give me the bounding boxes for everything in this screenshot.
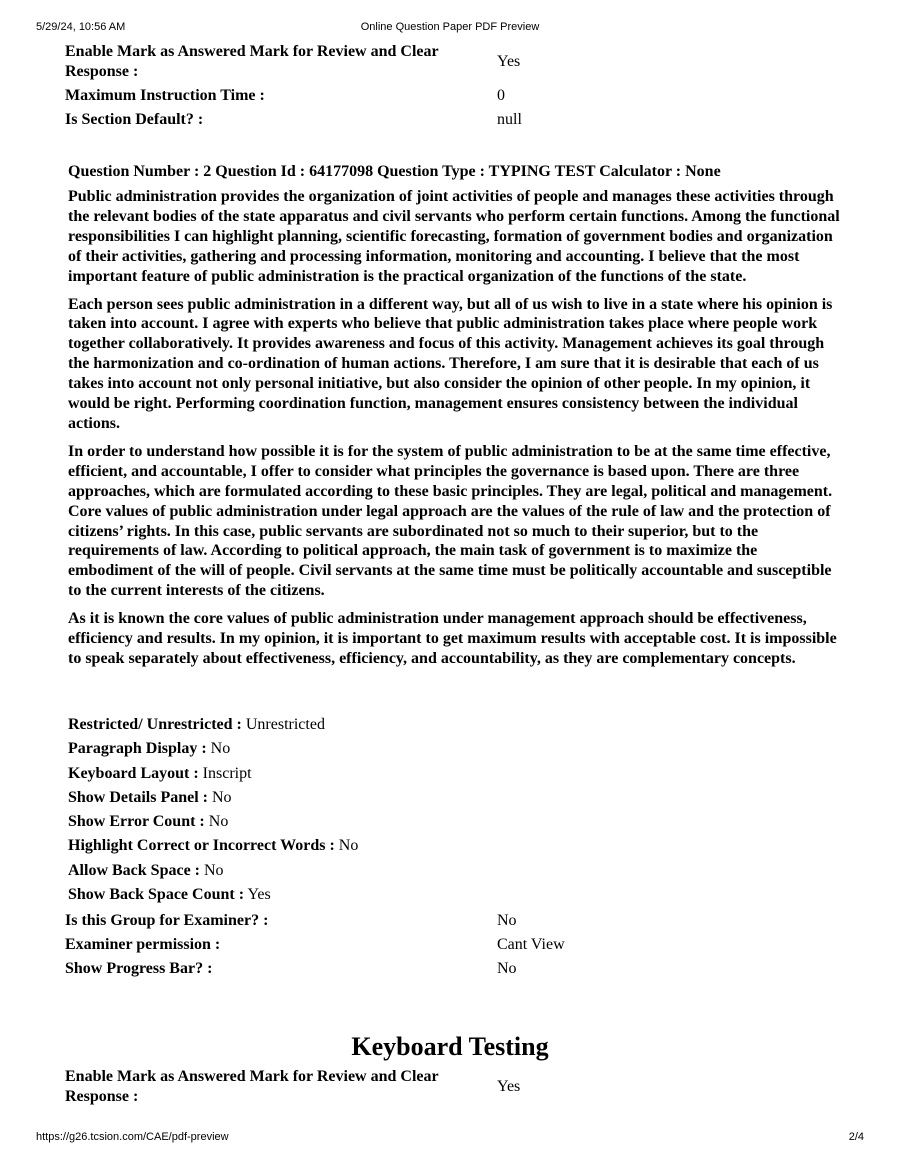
option-allow-backspace: Allow Back Space : No: [68, 861, 224, 879]
question-options: [68, 713, 358, 907]
print-url: https://g26.tcsion.com/CAE/pdf-preview: [36, 1131, 229, 1143]
field-examiner-permission: [65, 935, 765, 955]
print-page-number: 2/4: [848, 1131, 864, 1143]
passage-paragraph: As it is known the core values of public administration under management approach should be effectiveness, efficiency and results. In my opinion, it is important to get maximum results with acceptable cost. It is impossible to speak separately about effectiveness, efficiency, and accountability, as they are complementary concepts.: [68, 610, 837, 667]
field-value: Yes: [497, 1078, 521, 1095]
typing-passage: [68, 187, 844, 677]
field-label: Is this Group for Examiner? :: [65, 912, 269, 929]
field-value: 0: [497, 87, 505, 104]
field-value: No: [497, 912, 517, 929]
field-value: null: [497, 111, 522, 128]
field-progress-bar: [65, 959, 765, 979]
option-details-panel: Show Details Panel : No: [68, 788, 232, 806]
field-label: Show Progress Bar? :: [65, 960, 213, 977]
passage-paragraph: Public administration provides the organization of joint activities of people and manages these activities through the relevant bodies of the state apparatus and civil servants who perform certain functions. Among the functional responsibilities I can highlight planning, scientific forecasting, formation of government bodies and organization of their activities, gathering and processing information, monitoring and accounting. I believe that the most important feature of public administration is the practical organization of the functions of the state.: [68, 188, 840, 285]
section-title: Keyboard Testing: [351, 1032, 549, 1061]
passage-paragraph: Each person sees public administration in a different way, but all of us wish to live in a state where his opinion is taken into account. I agree with experts who believe that public administration takes place where people work together collaboratively. It provides awareness and focus of this activity. Management achieves its goal through the harmonization and co-ordination of human actions. Therefore, I am sure that it is desirable that each of us takes into account not only personal initiative, but also consider the opinion of other people. In my opinion, it would be right. Performing coordination function, management ensures consistency between the individual actions.: [68, 295, 833, 432]
field-label: Maximum Instruction Time :: [65, 87, 265, 104]
field-enable-mark-section: [65, 1067, 765, 1107]
field-value: Cant View: [497, 936, 565, 953]
passage-paragraph: In order to understand how possible it is for the system of public administration to be at the same time effective, efficient, and accountable, I offer to consider what principles the governance is based upon. There are three approaches, which are formulated according to these basic principles. They are legal, political and management. Core values of public administration under legal approach are the values of the rule of law and the protection of citizens’ rights. In this case, public servants are subordinated not so much to their superior, but to the requirements of law. According to political approach, the main task of government is to maximize the embodiment of the will of people. Civil servants at the same time must be politically accountable and susceptible to the current interests of the citizens.: [68, 442, 833, 600]
field-value: No: [497, 960, 517, 977]
field-label: Is Section Default? :: [65, 111, 204, 128]
field-label: Enable Mark as Answered Mark for Review and Clear Response :: [65, 43, 439, 80]
field-max-instruction-time: [65, 86, 765, 106]
field-value: Yes: [497, 53, 521, 70]
field-section-default: [65, 110, 765, 130]
field-label: Examiner permission :: [65, 936, 221, 953]
print-datetime: 5/29/24, 10:56 AM: [36, 21, 126, 33]
option-keyboard-layout: Keyboard Layout : Inscript: [68, 764, 252, 782]
option-paragraph-display: Paragraph Display : No: [68, 740, 231, 758]
option-restricted: Restricted/ Unrestricted : Unrestricted: [68, 716, 325, 733]
field-group-examiner: [65, 911, 765, 931]
print-title: Online Question Paper PDF Preview: [360, 21, 540, 33]
question-header: Question Number : 2 Question Id : 64177098 Question Type : TYPING TEST Calculator : None: [68, 163, 721, 180]
option-highlight-words: Highlight Correct or Incorrect Words : No: [68, 837, 359, 855]
option-backspace-count: Show Back Space Count : Yes: [68, 886, 271, 904]
field-enable-mark: [65, 42, 765, 82]
option-error-count: Show Error Count : No: [68, 813, 229, 831]
field-label: Enable Mark as Answered Mark for Review and Clear Response :: [65, 1068, 439, 1105]
